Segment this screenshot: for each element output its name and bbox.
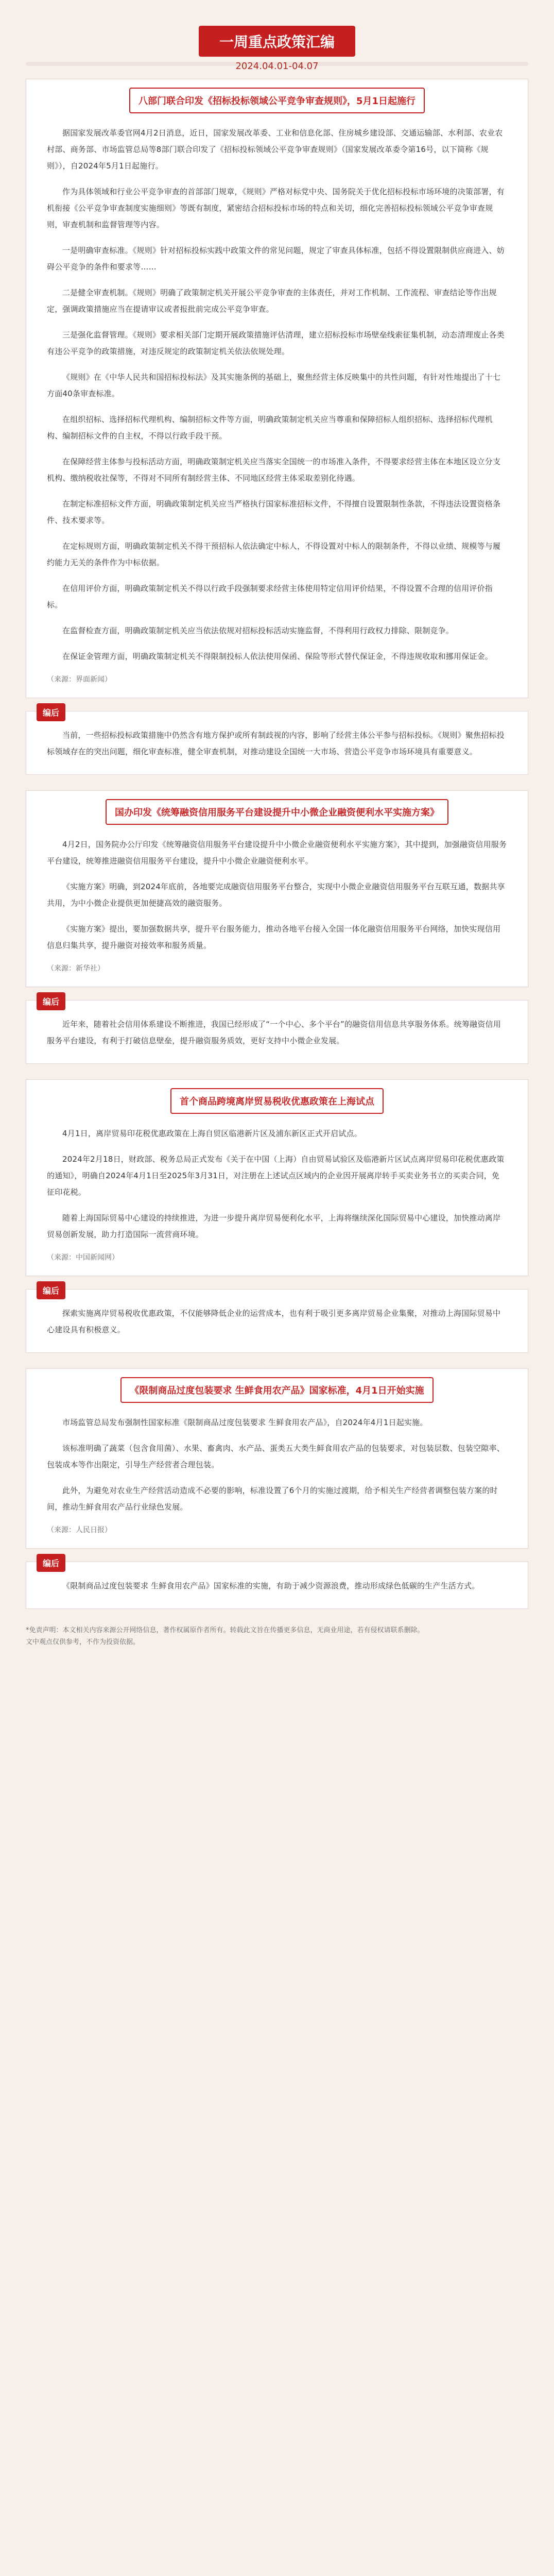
section-paragraph: 《实施方案》提出，要加强数据共享，提升平台服务能力，推动各地平台接入全国一体化融资信用服务平台网络，加快实现信用信息归集共享，提升融资对接效率和服务质量。 [47, 924, 501, 950]
footer-line: *免责声明：本文相关内容来源公开网络信息，著作权属原作者所有。转载此文旨在传播更多信息，无商业用途，若有侵权请联系删除。 [26, 1626, 424, 1634]
comment-badge: 编后 [37, 1554, 65, 1572]
section-paragraph: 市场监管总局发布强制性国家标准《限制商品过度包装要求 生鲜食用农产品》，自2024年4月1日起实施。 [62, 1418, 428, 1427]
page-date: 2024.04.01-04.07 [235, 61, 319, 72]
section-paragraph: 在保障经营主体参与投标活动方面，明确政策制定机关应当落实全国统一的市场准入条件，不得要求经营主体在本地区设立分支机构、缴纳税收社保等，不得对不同所有制经营主体、不同地区经营主体采取差别化待遇。 [47, 457, 501, 483]
footer-line: 文中观点仅供参考，不作为投资依据。 [26, 1638, 140, 1646]
section-source: （来源：人民日报） [47, 1526, 112, 1534]
section-head [47, 799, 507, 825]
section-paragraph: 4月1日，离岸贸易印花税优惠政策在上海自贸区临港新片区及浦东新区正式开启试点。 [62, 1129, 362, 1138]
section-paragraph: 4月2日，国务院办公厅印发《统筹融资信用服务平台建设提升中小微企业融资便利水平实施方案》，其中提到，加强融资信用服务平台建设，统筹推进融资信用服务平台建设，提升中小微企业融资便利水平。 [47, 840, 507, 866]
comment-badge: 编后 [37, 1281, 65, 1299]
comment-text: 《限制商品过度包装要求 生鲜食用农产品》国家标准的实施，有助于减少资源浪费，推动形成绿色低碳的生产生活方式。 [62, 1581, 480, 1590]
section-head [47, 1088, 507, 1114]
section-paragraph: 在信用评价方面，明确政策制定机关不得以行政手段强制要求经营主体使用特定信用评价结果，不得设置不合理的信用评价指标。 [47, 584, 493, 609]
footer [26, 1624, 528, 1646]
section-paragraph: 在保证金管理方面，明确政策制定机关不得限制投标人依法使用保函、保险等形式替代保证金，不得违规收取和挪用保证金。 [62, 652, 493, 661]
section-paragraph: 在组织招标、选择招标代理机构、编制招标文件等方面，明确政策制定机关应当尊重和保障招标人组织招标、选择招标代理机构、编制招标文件的自主权，不得以行政手段干预。 [47, 415, 493, 440]
section-3 [26, 1079, 528, 1276]
header [0, 0, 554, 72]
section-source: （来源：新华社） [47, 964, 105, 973]
section-title: 国办印发《统筹融资信用服务平台建设提升中小微企业融资便利水平实施方案》 [106, 799, 448, 825]
section-paragraph: 《实施方案》明确，到2024年底前，各地要完成融资信用服务平台整合，实现中小微企业融资信用服务平台互联互通，数据共享共用，为中小微企业提供更加便捷高效的融资服务。 [47, 882, 505, 908]
comment-1 [26, 708, 528, 775]
section-head [47, 88, 507, 113]
comment-4 [26, 1558, 528, 1609]
section-paragraph: 在监督检查方面，明确政策制定机关应当依法依规对招标投标活动实施监督，不得利用行政权力排除、限制竞争。 [62, 626, 454, 635]
section-paragraph: 2024年2月18日，财政部、税务总局正式发布《关于在中国（上海）自由贸易试验区及临港新片区试点离岸贸易印花税优惠政策的通知》，明确自2024年4月1日至2025年3月31日，对注册在上述试点区域内的企业因开展离岸转手买卖业务书立的买卖合同，免征印花税。 [47, 1155, 505, 1197]
section-1 [26, 79, 528, 698]
comment-text: 近年来，随着社会信用体系建设不断推进，我国已经形成了“一个中心、多个平台”的融资信用信息共享服务体系。统筹融资信用服务平台建设，有利于打破信息壁垒，提升融资服务质效，更好支持中小微企业发展。 [47, 1020, 501, 1045]
section-paragraph: 据国家发展改革委官网4月2日消息，近日，国家发展改革委、工业和信息化部、住房城乡建设部、交通运输部、水利部、农业农村部、商务部、市场监管总局等8部门联合印发了《招标投标领域公平竞争审查规则》（国家发展改革委令第16号，以下简称《规则》），自2024年5月1日起施行。 [47, 128, 503, 171]
section-paragraph: 三是强化监督管理。《规则》要求相关部门定期开展政策措施评估清理，建立招标投标市场壁垒线索征集机制，动态清理废止各类有违公平竞争的政策措施，对违反规定的政策制定机关依法依规处理。 [47, 330, 505, 356]
page-title: 一周重点政策汇编 [199, 26, 355, 57]
section-2 [26, 790, 528, 987]
section-title: 首个商品跨境离岸贸易税收优惠政策在上海试点 [170, 1088, 384, 1114]
section-paragraph: 在定标规则方面，明确政策制定机关不得干预招标人依法确定中标人，不得设置对中标人的限制条件，不得以业绩、规模等与履约能力无关的条件作为中标依据。 [47, 541, 501, 567]
comment-text: 探索实施离岸贸易税收优惠政策，不仅能够降低企业的运营成本，也有利于吸引更多离岸贸易企业集聚，对推动上海国际贸易中心建设具有积极意义。 [47, 1309, 501, 1334]
comment-3 [26, 1286, 528, 1353]
section-4 [26, 1368, 528, 1549]
section-paragraph: 作为具体领域和行业公平竞争审查的首部部门规章，《规则》严格对标党中央、国务院关于优化招标投标市场环境的决策部署，有机衔接《公平竞争审查制度实施细则》等既有制度，紧密结合招标投标市场的特点和关切，细化完善招标投标领域公平竞争审查规则，审查机制和监督管理等内容。 [47, 187, 505, 229]
section-paragraph: 在制定标准招标文件方面，明确政策制定机关应当严格执行国家标准招标文件，不得擅自设置限制性条款，不得违法设置资格条件、技术要求等。 [47, 499, 501, 525]
section-title: 八部门联合印发《招标投标领域公平竞争审查规则》，5月1日起施行 [129, 88, 425, 113]
comment-text: 当前，一些招标投标政策措施中仍然含有地方保护或所有制歧视的内容，影响了经营主体公平参与招标投标。《规则》聚焦招标投标领域存在的突出问题，细化审查标准，健全审查机制，对推动建设全国统一大市场、营造公平竞争市场环境具有重要意义。 [47, 731, 505, 756]
section-paragraph: 该标准明确了蔬菜（包含食用菌）、水果、畜禽肉、水产品、蛋类五大类生鲜食用农产品的包装要求，对包装层数、包装空隙率、包装成本等作出限定，引导生产经营者合理包装。 [47, 1444, 505, 1469]
section-paragraph: 《规则》在《中华人民共和国招标投标法》及其实施条例的基础上，聚焦经营主体反映集中的共性问题，有针对性地提出了十七方面40条审查标准。 [47, 372, 501, 398]
comment-2 [26, 997, 528, 1064]
section-source: （来源：界面新闻） [47, 675, 112, 684]
comment-badge: 编后 [37, 703, 65, 721]
section-title: 《限制商品过度包装要求 生鲜食用农产品》国家标准，4月1日开始实施 [120, 1377, 433, 1403]
section-paragraph: 二是健全审查机制。《规则》明确了政策制定机关开展公平竞争审查的主体责任，并对工作机制、工作流程、审查结论等作出规定，强调政策措施应当在提请审议或者报批前完成公平竞争审查。 [47, 288, 497, 314]
section-source: （来源：中国新闻网） [47, 1253, 119, 1262]
section-paragraph: 随着上海国际贸易中心建设的持续推进，为进一步提升离岸贸易便利化水平，上海将继续深化国际贸易中心建设，加快推动离岸贸易创新发展，助力打造国际一流营商环境。 [47, 1213, 501, 1239]
comment-badge: 编后 [37, 992, 65, 1010]
section-paragraph: 一是明确审查标准。《规则》针对招标投标实践中政策文件的常见问题，规定了审查具体标准，包括不得设置限制供应商进入、妨碍公平竞争的条件和要求等…… [47, 246, 505, 272]
section-paragraph: 此外，为避免对农业生产经营活动造成不必要的影响，标准设置了6个月的实施过渡期，给予相关生产经营者调整包装方案的时间，推动生鲜食用农产品行业绿色发展。 [47, 1486, 498, 1512]
section-head [47, 1377, 507, 1403]
